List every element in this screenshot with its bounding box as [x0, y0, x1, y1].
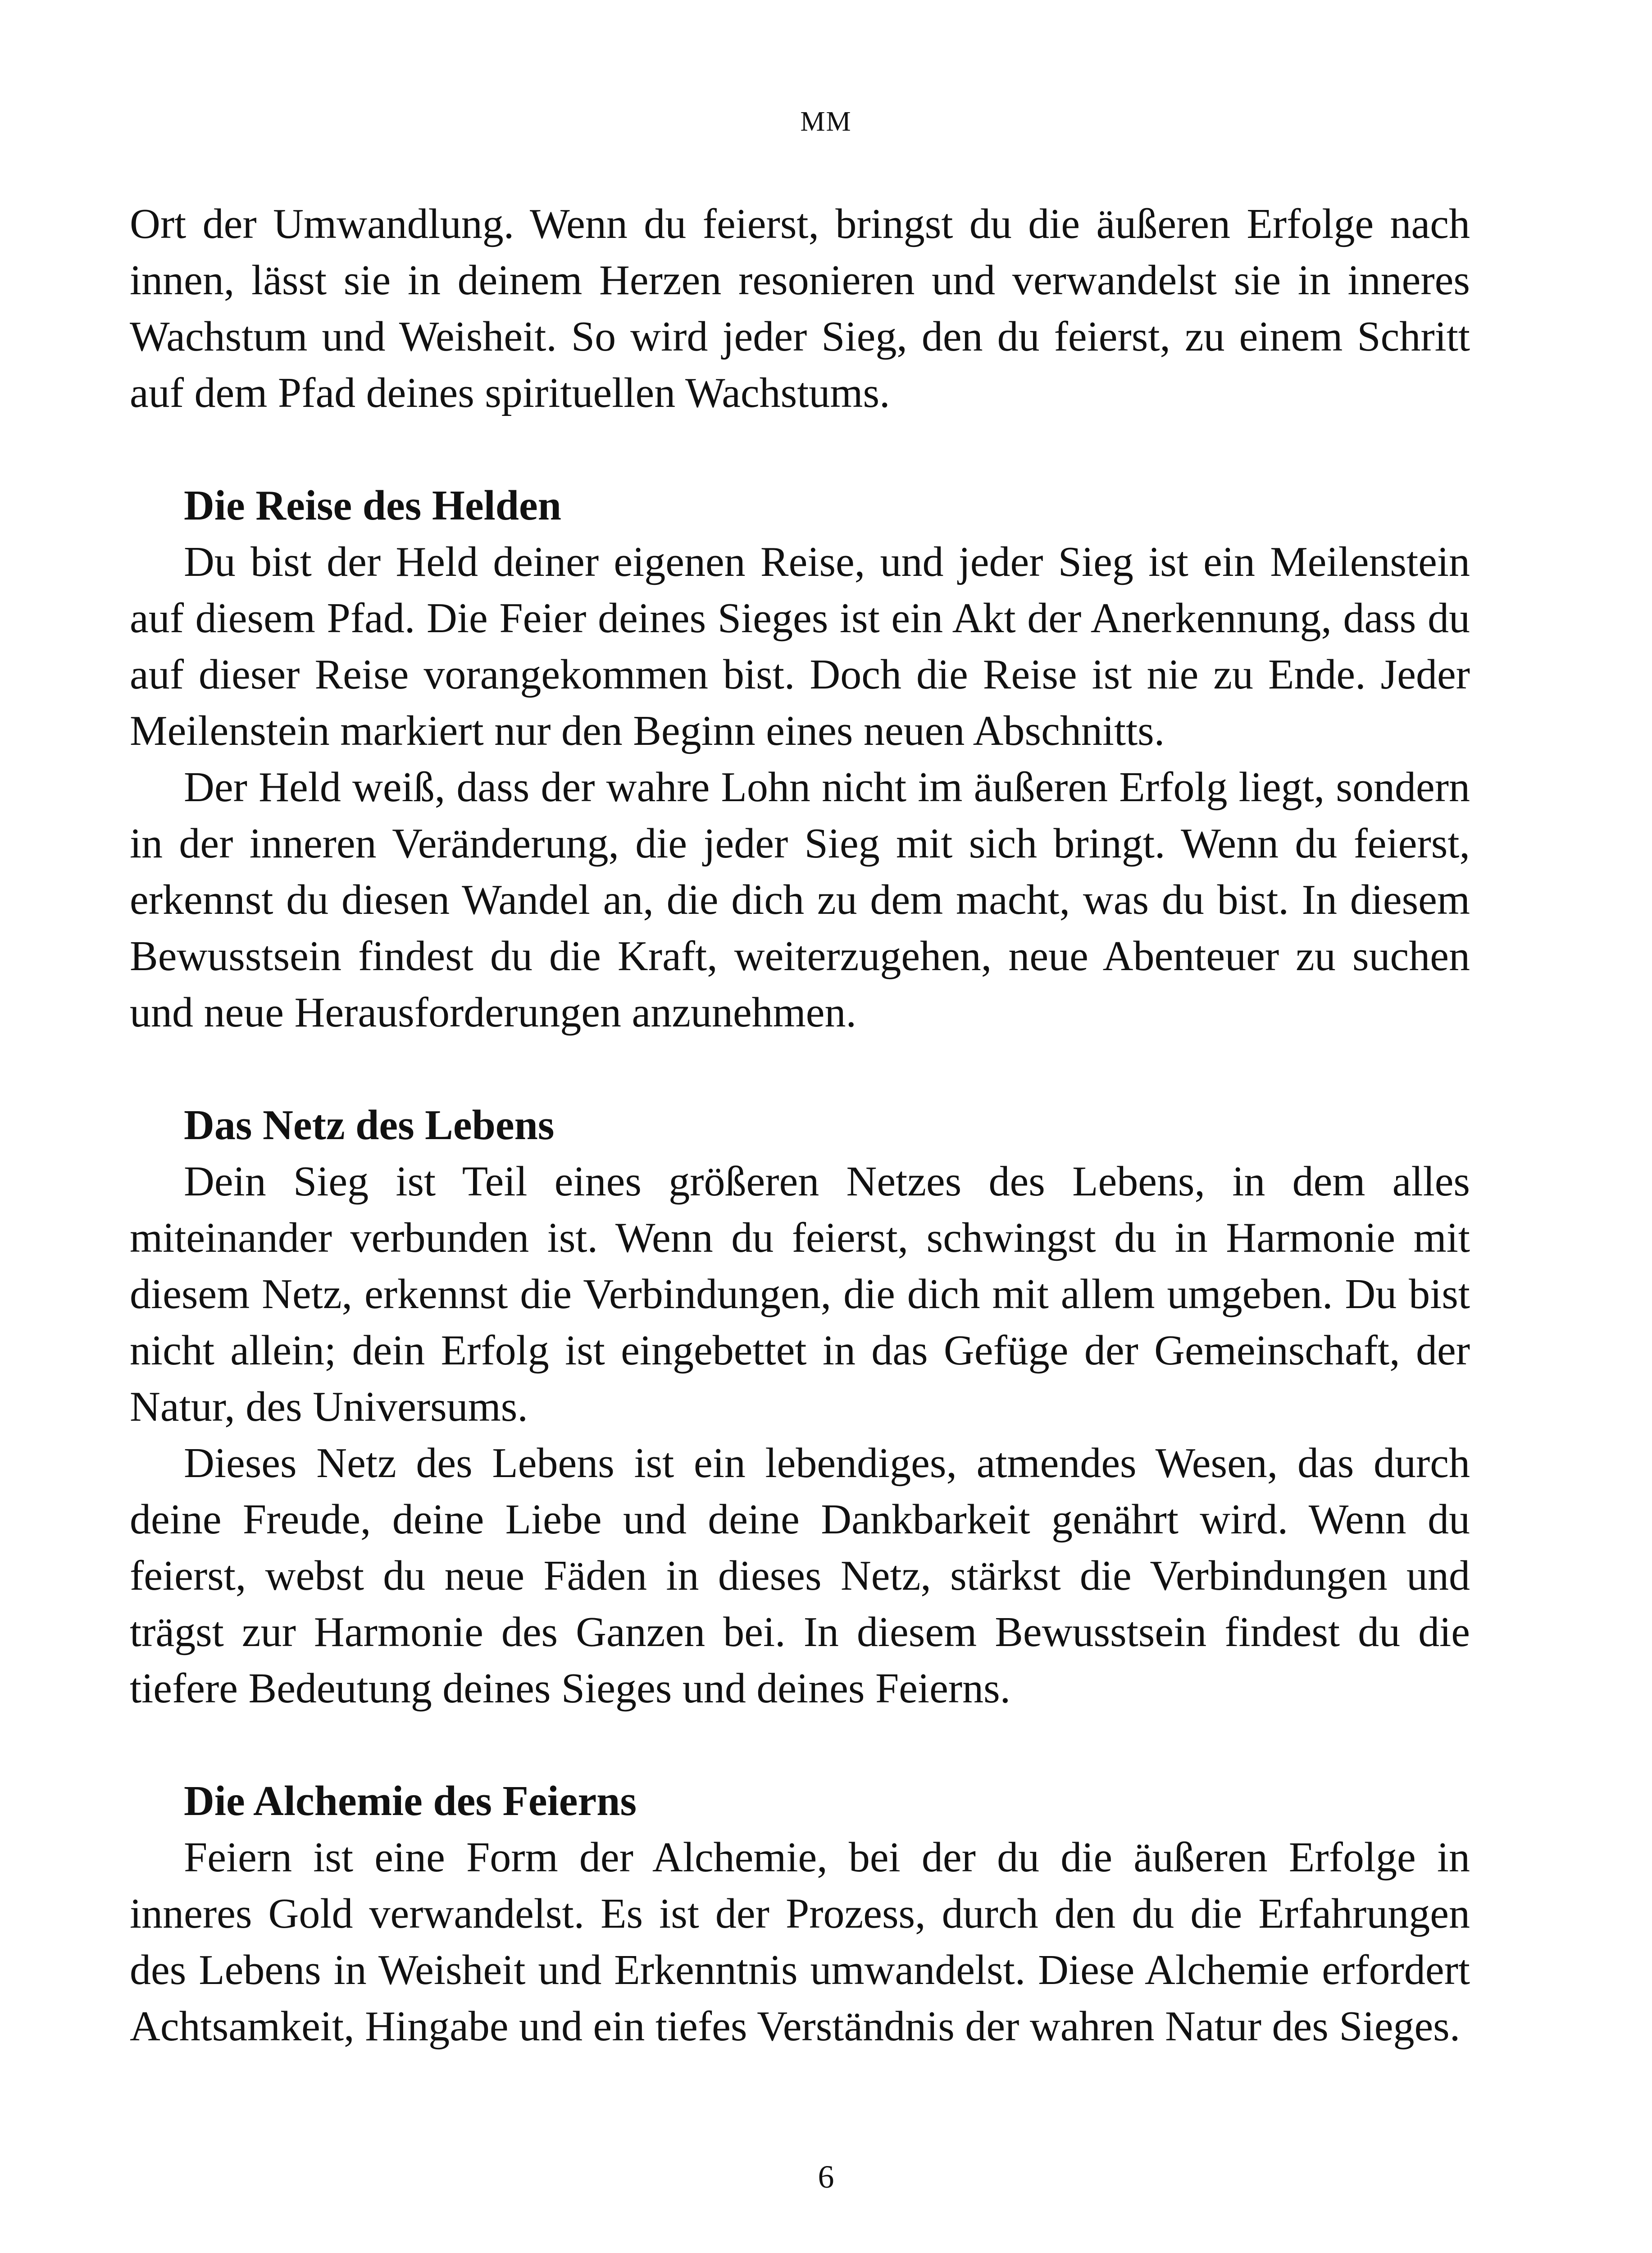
- section-heading-netz: Das Netz des Lebens: [184, 1102, 555, 1149]
- intro-paragraph: Ort der Umwandlung. Wenn du feierst, bringst du die äußeren Erfolge nach innen, lässt sie in deinem Herzen resonieren und verwandelst sie in inneres Wachstum und Weisheit. So wird jeder Sieg, den du feierst, zu einem Schritt auf dem Pfad deines spirituellen Wachstums.: [130, 201, 1470, 416]
- paragraph: Feiern ist eine Form der Alchemie, bei der du die äußeren Erfolge in inneres Gold verwandelst. Es ist der Prozess, durch den du die Erfahrungen des Lebens in Weisheit und Erkenntnis umwandelst. Diese Alchemie erfordert Achtsamkeit, Hingabe und ein tiefes Verständnis der wahren Natur des Sieges.: [130, 1834, 1470, 2050]
- paragraph: Du bist der Held deiner eigenen Reise, und jeder Sieg ist ein Meilenstein auf diesem Pfad. Die Feier deines Sieges ist ein Akt der Anerkennung, dass du auf dieser Reise vorangekommen bist. Doch die Reise ist nie zu Ende. Jeder Meilenstein markiert nur den Beginn eines neuen Abschnitts.: [130, 538, 1470, 754]
- section-heading-alchemie: Die Alchemie des Feierns: [184, 1778, 637, 1824]
- running-header: MM: [800, 106, 852, 137]
- paragraph: Dein Sieg ist Teil eines größeren Netzes des Lebens, in dem alles miteinander verbunden ist. Wenn du feierst, schwingst du in Harmonie mit diesem Netz, erkennst die Verbindungen, die dich mit allem umgeben. Du bist nicht allein; dein Erfolg ist eingebettet in das Gefüge der Gemeinschaft, der Natur, des Universums.: [130, 1158, 1470, 1430]
- paragraph: Der Held weiß, dass der wahre Lohn nicht im äußeren Erfolg liegt, sondern in der inneren Veränderung, die jeder Sieg mit sich bringt. Wenn du feierst, erkennst du diesen Wandel an, die dich zu dem macht, was du bist. In diesem Bewusstsein findest du die Kraft, weiterzugehen, neue Abenteuer zu suchen und neue Herausforderungen anzunehmen.: [130, 764, 1470, 1036]
- section-heading-reise: Die Reise des Helden: [184, 482, 562, 529]
- paragraph: Dieses Netz des Lebens ist ein lebendiges, atmendes Wesen, das durch deine Freude, deine Liebe und deine Dankbarkeit genährt wird. Wenn du feierst, webst du neue Fäden in dieses Netz, stärkst die Verbindungen und trägst zur Harmonie des Ganzen bei. In diesem Bewusstsein findest du die tiefere Bedeutung deines Sieges und deines Feierns.: [130, 1440, 1470, 1712]
- page-body: [130, 196, 1470, 2055]
- page-number: 6: [818, 2159, 834, 2195]
